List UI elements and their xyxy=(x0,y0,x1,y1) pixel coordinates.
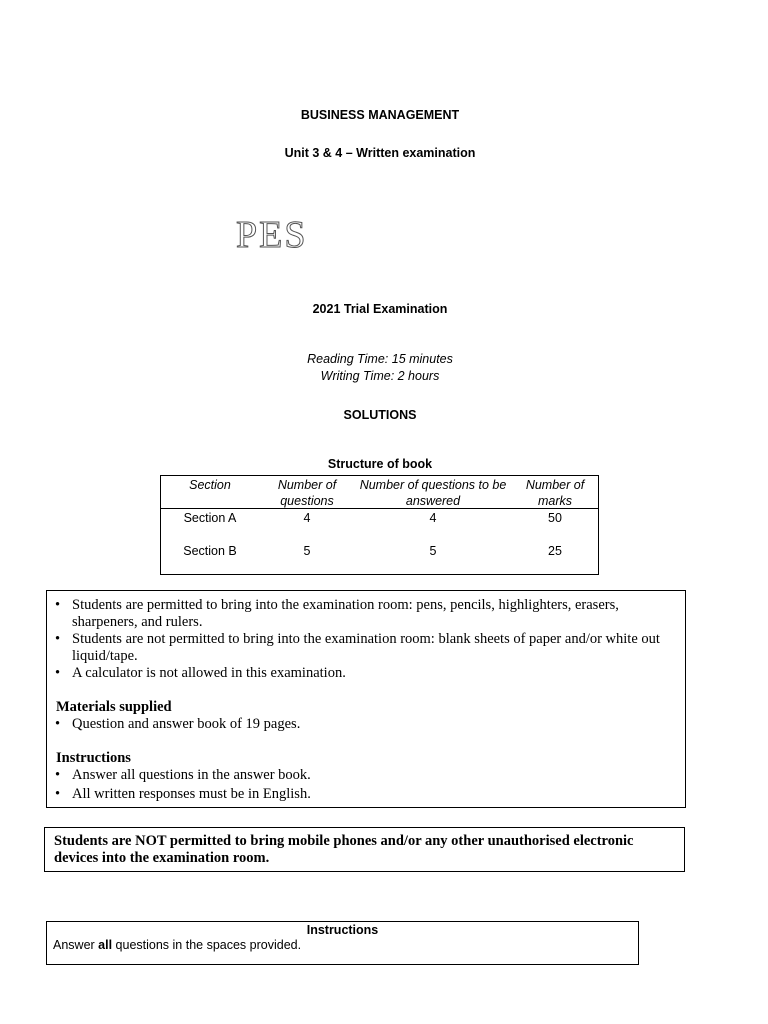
list-item: • Answer all questions in the answer book. xyxy=(47,767,685,784)
table-cell-answered: 5 xyxy=(429,544,437,558)
structure-title: Structure of book xyxy=(327,457,433,471)
bottom-instructions-text xyxy=(47,938,638,952)
instructions-list xyxy=(47,767,685,803)
mobile-phone-warning: Students are NOT permitted to bring mobile phones and/or any other unauthorised electronic devices into the examination room. xyxy=(44,827,685,872)
instructions-heading: Instructions xyxy=(56,750,131,766)
list-item: • Students are not permitted to bring into the examination room: blank sheets of paper and/or white out liquid/tape. xyxy=(47,631,685,665)
column-header-answered: Number of questions to be answered xyxy=(359,478,507,508)
permitted-list xyxy=(47,597,685,682)
column-header-marks: Number of marks xyxy=(525,478,585,508)
exam-title: 2021 Trial Examination xyxy=(312,302,448,316)
structure-table xyxy=(160,475,599,575)
materials-list xyxy=(47,716,685,733)
table-cell-questions: 4 xyxy=(303,511,311,525)
structure-table-header xyxy=(161,476,598,509)
table-cell-marks: 50 xyxy=(548,511,562,525)
bottom-instructions-heading: Instructions xyxy=(306,923,379,937)
instructions-text-end: questions in the spaces provided. xyxy=(112,938,302,952)
rules-box xyxy=(46,590,686,808)
table-cell-marks: 25 xyxy=(548,544,562,558)
table-cell-answered: 4 xyxy=(429,511,437,525)
list-item: • Students are permitted to bring into the examination room: pens, pencils, highlighters, erasers, sharpeners, and rulers. xyxy=(47,597,685,631)
writing-time: Writing Time: 2 hours xyxy=(320,369,440,383)
instructions-text-emphasis: all xyxy=(98,938,113,952)
table-cell-section: Section B xyxy=(183,544,237,558)
solutions-heading: SOLUTIONS xyxy=(343,408,417,422)
list-item: • All written responses must be in English. xyxy=(47,786,685,803)
column-header-questions: Number of questions xyxy=(277,478,337,508)
materials-heading: Materials supplied xyxy=(56,699,172,715)
instructions-text-start: Answer xyxy=(53,938,99,952)
table-cell-section: Section A xyxy=(183,511,237,525)
table-cell-questions: 5 xyxy=(303,544,311,558)
column-header-section: Section xyxy=(189,478,231,492)
pes-logo: PES xyxy=(236,214,308,256)
list-item: • A calculator is not allowed in this examination. xyxy=(47,665,685,682)
bottom-instructions-box xyxy=(46,921,639,965)
unit-title: Unit 3 & 4 – Written examination xyxy=(284,146,476,160)
subject-title: BUSINESS MANAGEMENT xyxy=(300,108,460,122)
reading-time: Reading Time: 15 minutes xyxy=(307,352,453,366)
list-item: • Question and answer book of 19 pages. xyxy=(47,716,685,733)
